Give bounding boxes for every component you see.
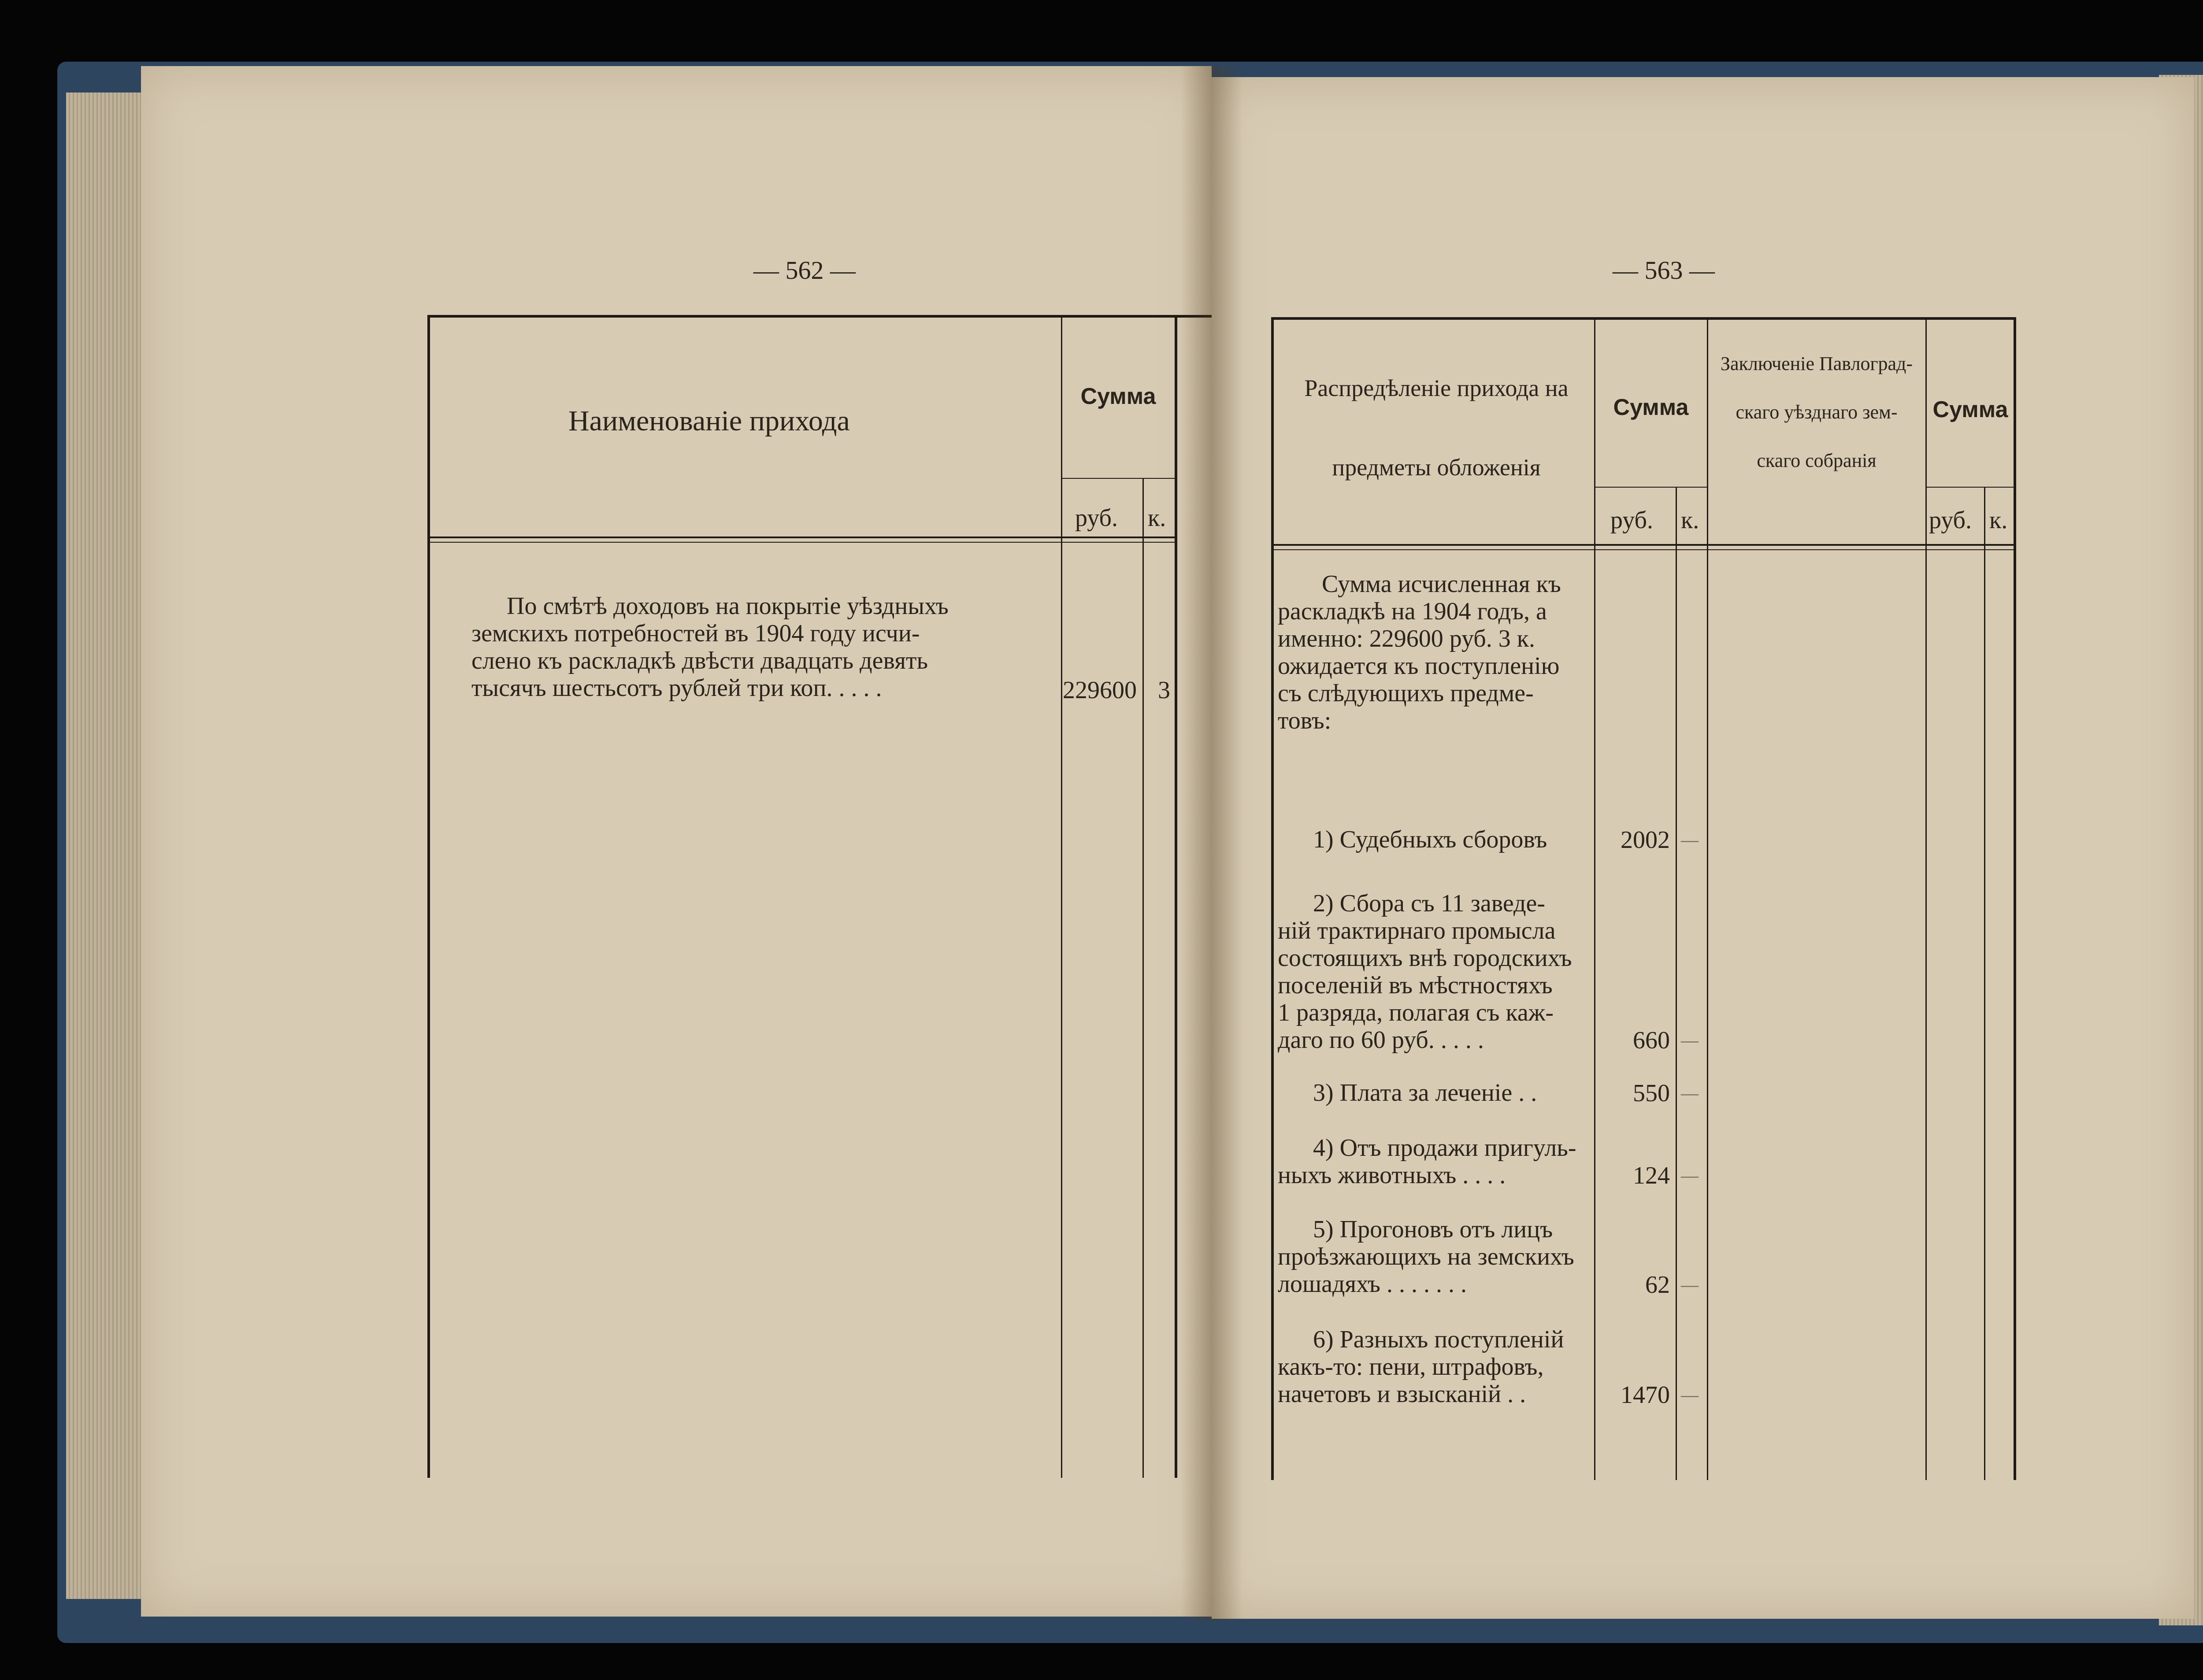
intro-line: съ слѣдующихъ предме- (1278, 680, 1534, 707)
page-number: — 563 — (1613, 256, 1715, 285)
left-page (141, 66, 1212, 1617)
intro-line: раскладкѣ на 1904 годъ, а (1278, 598, 1547, 625)
rub-header: руб. (1075, 504, 1118, 532)
sum1-column-header: Сумма (1613, 395, 1689, 420)
item-line: проѣзжающихъ на земскихъ (1278, 1243, 1574, 1270)
income-kop-value: 3 (1158, 677, 1170, 704)
sum-column-rule (1061, 315, 1062, 1478)
item-text (1278, 1326, 1591, 1408)
sum-column-header: Сумма (1080, 384, 1156, 409)
bleed-through (679, 727, 715, 820)
sum2-column-rule (1925, 317, 1927, 1480)
sum1-subheader-rule (1595, 487, 1707, 488)
income-description (471, 592, 1018, 702)
table-left-rule (427, 315, 430, 1478)
kop-column-rule (1142, 478, 1144, 1478)
intro-line: именно: 229600 руб. 3 к. (1278, 625, 1535, 652)
description-line: слено къ раскладкѣ двѣсти двадцать девять (471, 647, 928, 674)
rub2-header: руб. (1929, 507, 1972, 534)
kop2-column-rule (1984, 487, 1985, 1480)
item-line: какъ-то: пени, штрафовъ, (1278, 1353, 1544, 1380)
distribution-header-line1: Распредѣленіе прихода на (1304, 375, 1569, 401)
kop2-header: к. (1989, 507, 2008, 534)
item-kop: — (1681, 1030, 1699, 1050)
sum2-column-header: Сумма (1932, 397, 2008, 422)
item-kop: — (1681, 1385, 1699, 1405)
sum1-column-rule (1594, 317, 1595, 1480)
intro-line: ожидается къ поступленію (1278, 652, 1560, 680)
item-kop: — (1681, 1083, 1699, 1103)
item-kop: — (1681, 1275, 1699, 1295)
kop1-header: к. (1681, 507, 1699, 534)
item-line: начетовъ и взысканій . . (1278, 1380, 1526, 1408)
item-text (1278, 826, 1591, 853)
name-column-header: Наименованіе прихода (568, 405, 850, 437)
book-gutter (1181, 66, 1242, 1621)
table-left-rule (1271, 317, 1274, 1480)
item-rub: 62 (1645, 1271, 1670, 1299)
header-bottom-rule-2 (428, 542, 1175, 543)
item-kop: — (1681, 1166, 1699, 1185)
header-bottom-rule (428, 537, 1175, 538)
sum2-subheader-rule (1926, 487, 2014, 488)
item-line: 3) Плата за леченіе . . (1313, 1079, 1537, 1106)
table-right-rule (1175, 315, 1177, 1478)
item-text (1278, 1079, 1591, 1106)
item-text (1278, 1134, 1591, 1189)
income-rub-value: 229600 (1063, 677, 1137, 704)
item-line: даго по 60 руб. . . . . (1278, 1026, 1484, 1054)
intro-line: товъ: (1278, 707, 1331, 734)
item-line: поселеній въ мѣстностяхъ (1278, 972, 1553, 999)
intro-line: Сумма исчисленная къ (1322, 570, 1561, 598)
item-line: ныхъ животныхъ . . . . (1278, 1162, 1506, 1189)
conclusion-header-line1: Заключеніе Павлоград- (1720, 353, 1913, 374)
item-rub: 550 (1633, 1080, 1670, 1107)
distribution-header-line2: предметы обложенія (1332, 454, 1541, 481)
item-text (1278, 1216, 1591, 1298)
table-right-rule (2014, 317, 2016, 1480)
table-top-rule (1271, 317, 2016, 320)
description-line: тысячъ шестьсотъ рублей три коп. . . . . (471, 674, 882, 702)
item-rub: 124 (1633, 1162, 1670, 1189)
item-text (1278, 890, 1591, 1054)
item-line: 1 разряда, полагая съ каж- (1278, 999, 1554, 1026)
conclusion-header-line3: скаго собранія (1757, 450, 1877, 471)
header-bottom-rule-2 (1272, 549, 2015, 550)
rub1-header: руб. (1610, 507, 1654, 534)
item-line: состоящихъ внѣ городскихъ (1278, 944, 1572, 972)
item-line: ній трактирнаго промысла (1278, 917, 1556, 944)
conclusion-column-rule (1707, 317, 1708, 1480)
item-rub: 660 (1633, 1027, 1670, 1054)
description-line: По смѣтѣ доходовъ на покрытіе уѣздныхъ (507, 592, 949, 620)
kop1-column-rule (1676, 487, 1677, 1480)
description-line: земскихъ потребностей въ 1904 году исчи- (471, 620, 920, 647)
item-rub: 1470 (1621, 1381, 1670, 1409)
item-rub: 2002 (1621, 826, 1670, 854)
item-line: 6) Разныхъ поступленій (1313, 1326, 1564, 1353)
item-line: 1) Судебныхъ сборовъ (1313, 826, 1547, 853)
intro-paragraph (1278, 570, 1591, 734)
item-line: 5) Прогоновъ отъ лицъ (1313, 1216, 1553, 1243)
item-line: 2) Сбора съ 11 заведе- (1313, 890, 1545, 917)
page-number: — 562 — (753, 256, 856, 285)
right-page (1212, 77, 2194, 1619)
conclusion-header-line2: скаго уѣзднаго зем- (1736, 401, 1898, 423)
sum-subheader-rule (1062, 478, 1175, 479)
header-bottom-rule (1272, 544, 2015, 546)
item-line: лошадяхъ . . . . . . . (1278, 1270, 1467, 1298)
item-kop: — (1681, 830, 1699, 850)
kop-header: к. (1148, 504, 1166, 532)
item-line: 4) Отъ продажи пригуль- (1313, 1134, 1576, 1162)
